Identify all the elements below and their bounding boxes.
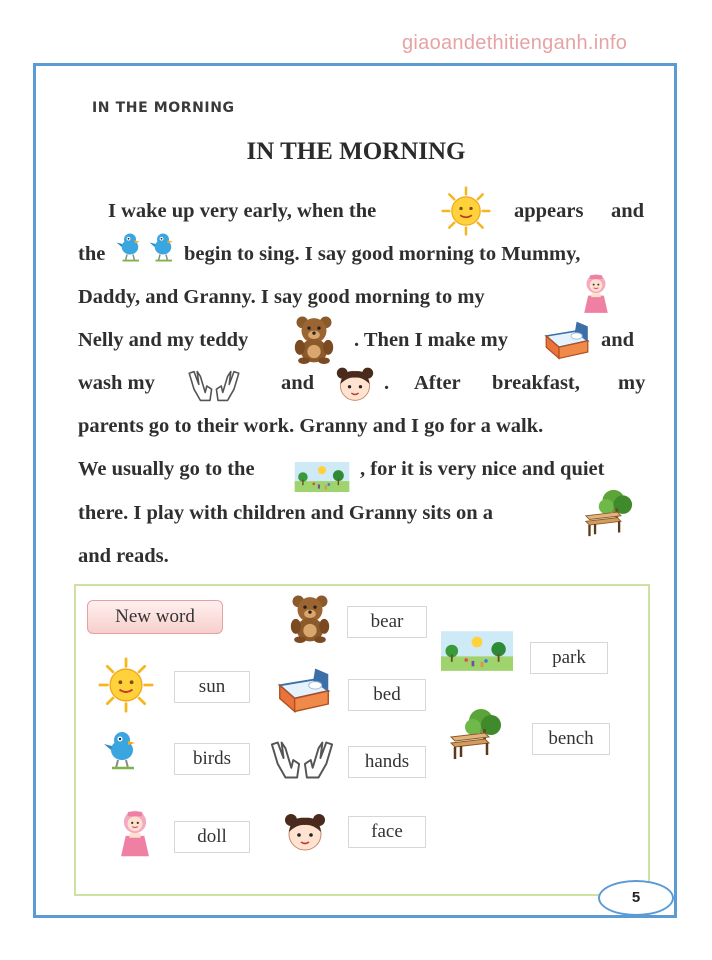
teddy-bear-icon [283,593,337,643]
birds-icon [102,726,142,774]
watermark: giaoandethitienganh.info [402,32,628,54]
word-hands: hands [348,746,426,778]
page-title: IN THE MORNING [246,138,466,165]
story-text: parents go to their work. Granny and I go for a walk. [78,415,544,437]
running-head: IN THE MORNING [92,100,235,116]
story-text: wash my [78,372,155,394]
story-text: Nelly and my teddy [78,329,249,351]
face-icon [283,810,327,854]
sun-icon [98,657,154,713]
word-birds: birds [174,743,250,775]
word-bed: bed [348,679,426,711]
doll-icon [116,808,154,860]
new-word-header: New word [87,600,223,634]
story-text: there. I play with children and Granny sits on a [78,502,494,524]
park-icon [441,630,513,672]
story-text: . Then I make my [354,329,508,351]
story-text: and reads. [78,545,169,567]
face-icon [335,364,375,404]
story-text: my [618,372,646,394]
bed-icon [276,666,332,714]
word-face: face [348,816,426,848]
story-text: breakfast, [492,372,580,394]
story-text: After [414,372,461,394]
story-line-9 [78,545,650,573]
story-text: We usually go to the [78,458,255,480]
bench-icon [580,488,636,538]
story-text: appears [514,200,584,222]
birds-icon [115,230,145,264]
story-line-6 [78,415,650,443]
word-bear: bear [347,606,427,638]
word-sun: sun [174,671,250,703]
hands-icon [186,368,242,404]
story-text: , for it is very nice and quiet [360,458,605,480]
story-text: . [384,372,390,394]
hands-icon [268,738,336,782]
doll-icon [580,272,612,316]
bed-icon [540,320,594,360]
story-text: I wake up very early, when the [108,200,377,222]
park-icon [287,462,357,492]
story-line-1 [78,200,650,228]
page-number: 5 [598,880,674,916]
word-bench: bench [532,723,610,755]
sun-icon [441,186,491,236]
story-line-8 [78,502,650,530]
story-line-7 [78,458,650,486]
bench-icon [445,706,505,762]
story-text: and [281,372,315,394]
story-text: Daddy, and Granny. I say good morning to my [78,286,485,308]
story-text: and [611,200,645,222]
word-park: park [530,642,608,674]
story-text: the [78,243,106,265]
story-text: and [601,329,635,351]
story-line-3 [78,286,650,314]
birds-icon [148,230,178,264]
word-doll: doll [174,821,250,853]
story-text: begin to sing. I say good morning to Mummy, [184,243,581,265]
teddy-bear-icon [287,314,341,364]
